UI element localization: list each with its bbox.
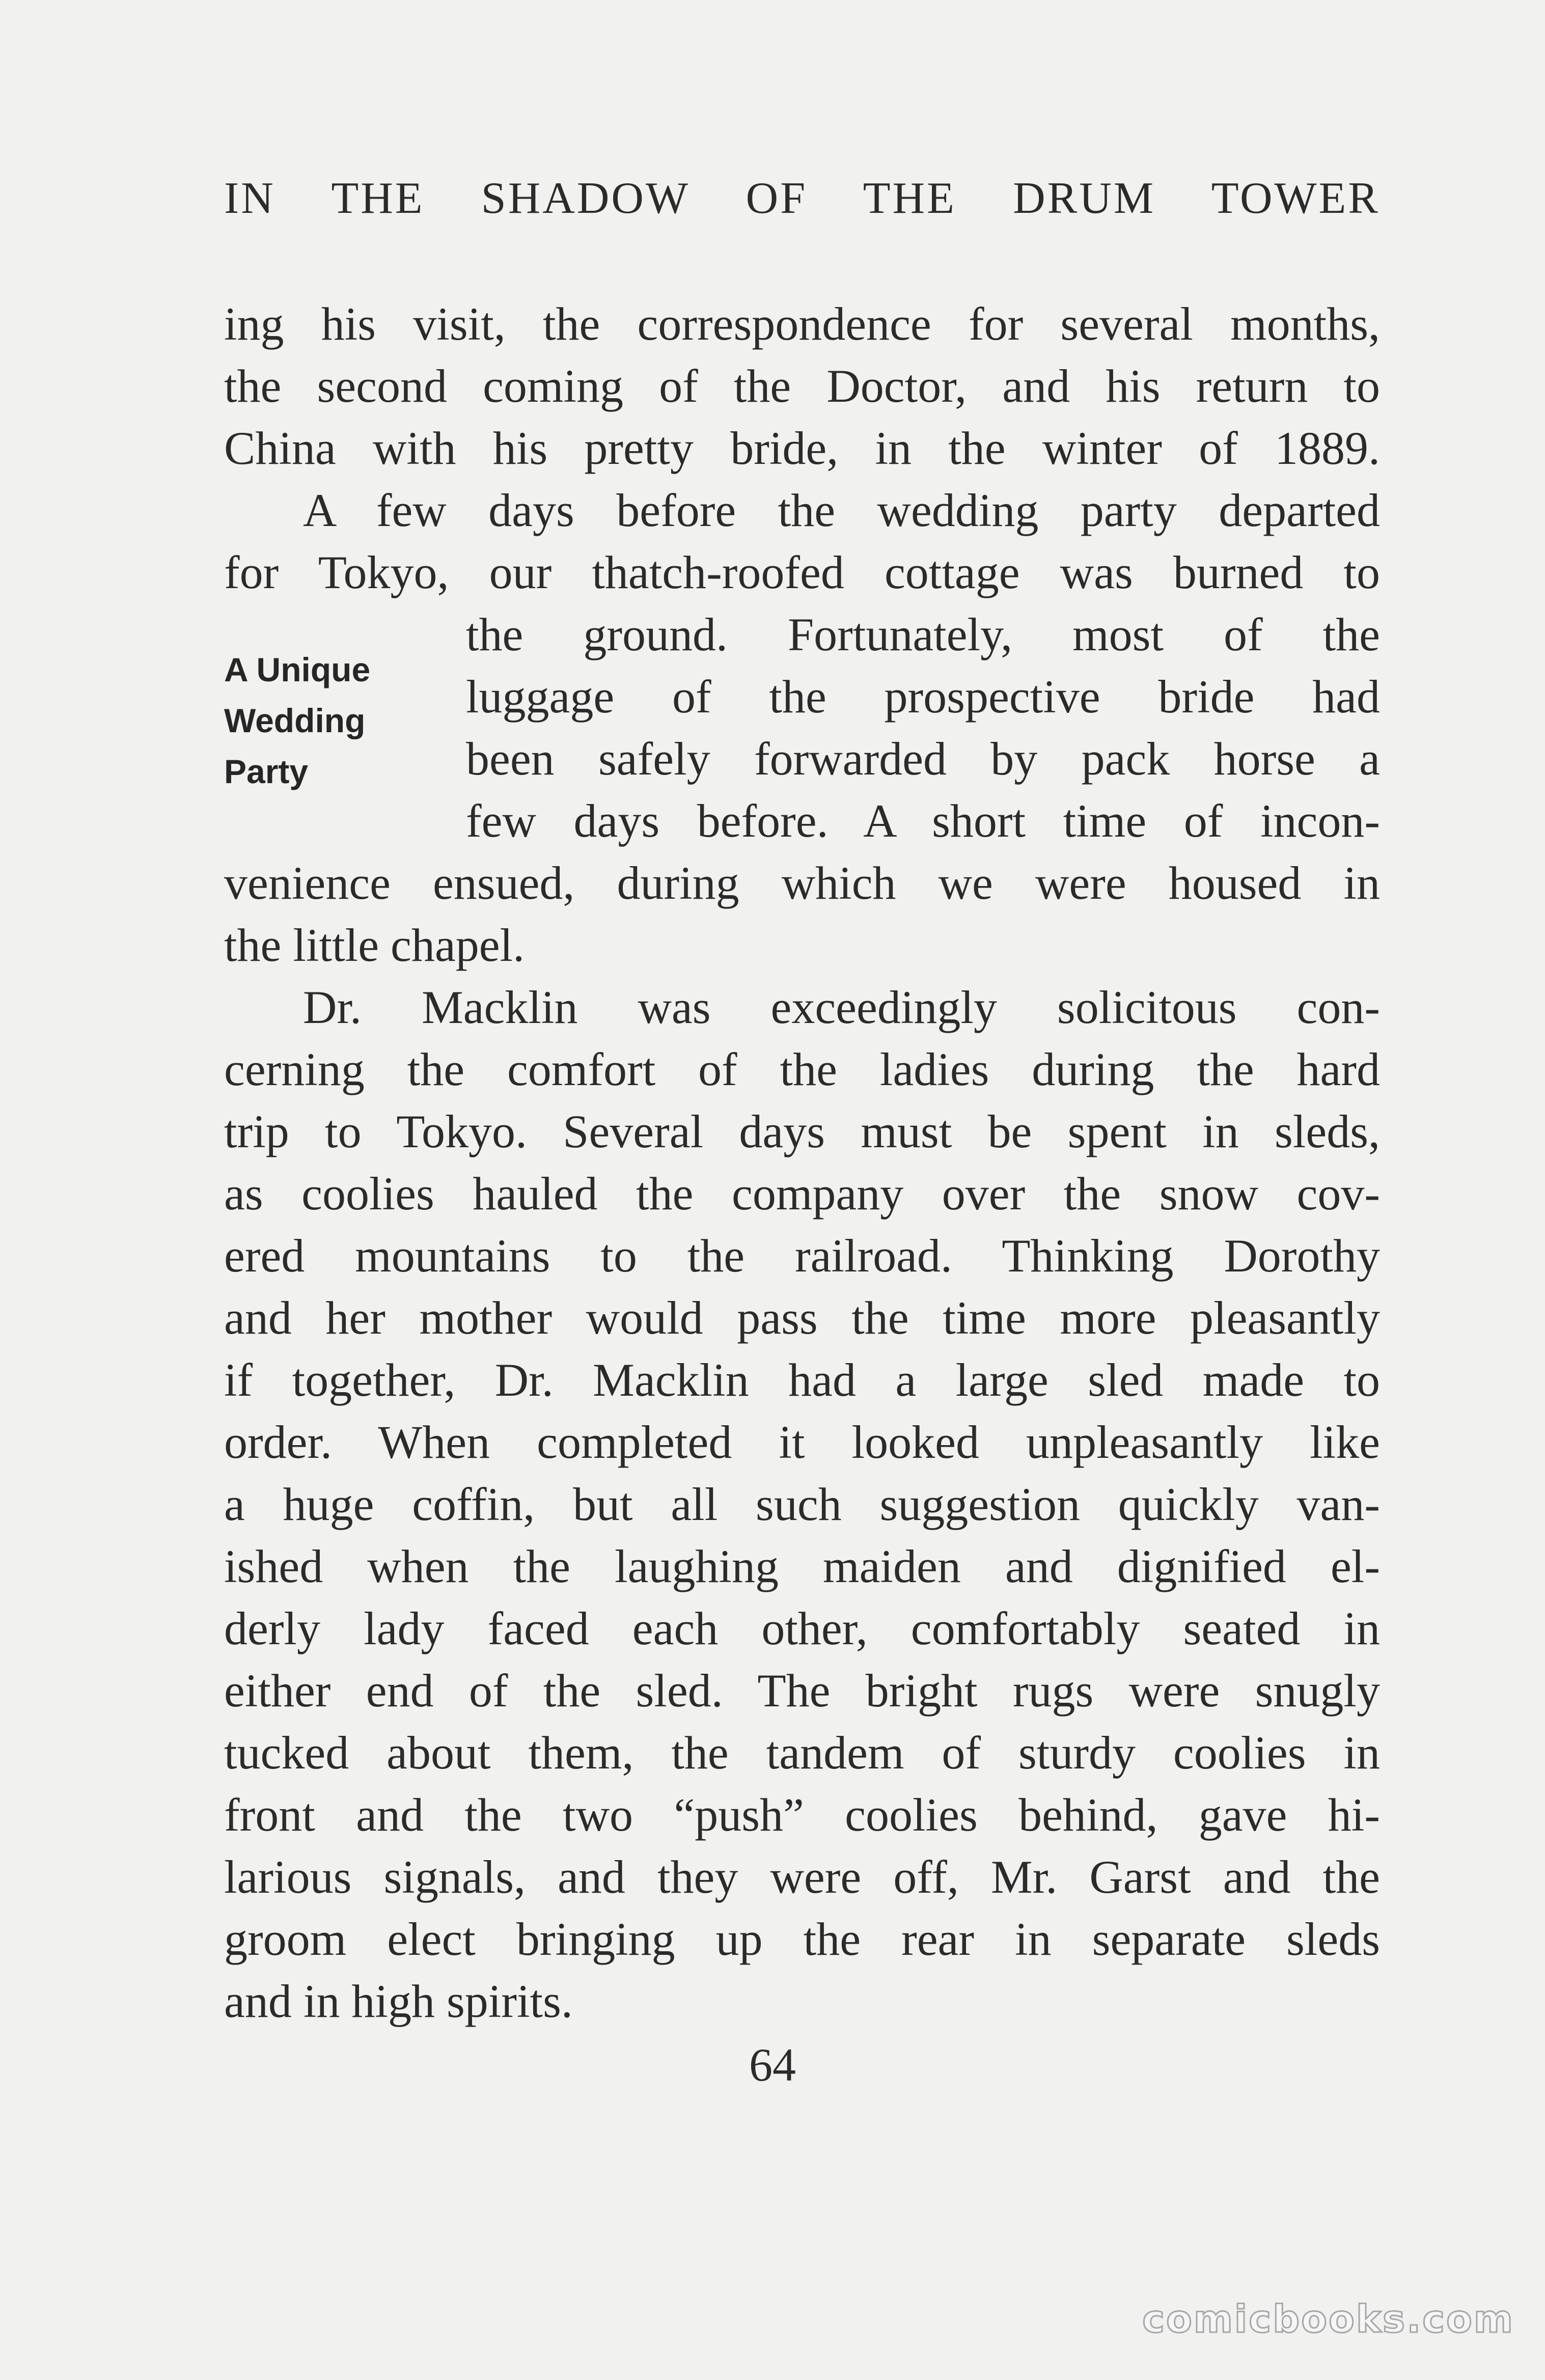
text-line: the ground. Fortunately, most of the — [466, 608, 1380, 660]
sidenote-line: A Unique — [224, 651, 371, 688]
running-head: IN THE SHADOW OF THE DRUM TOWER — [224, 174, 1380, 223]
text-line: order. When completed it looked unpleasantly like — [224, 1416, 1380, 1468]
text-line: larious signals, and they were off, Mr. Garst and the — [224, 1851, 1380, 1903]
text-line: ished when the laughing maiden and dignified el- — [224, 1540, 1380, 1592]
watermark: comicbooks.com — [1142, 2298, 1514, 2341]
text-line: cerning the comfort of the ladies during the hard — [224, 1043, 1380, 1095]
text-line: ing his visit, the correspondence for several months, — [224, 298, 1380, 350]
text-line: front and the two “push” coolies behind, gave hi- — [224, 1789, 1380, 1841]
sidenote-line: Party — [224, 753, 309, 790]
sidenote — [224, 644, 418, 797]
text-line: the little chapel. — [224, 919, 525, 971]
text-line: for Tokyo, our thatch-roofed cottage was burned to — [224, 546, 1380, 598]
text-line: and in high spirits. — [224, 1975, 573, 2027]
text-line: either end of the sled. The bright rugs were snugly — [224, 1665, 1380, 1717]
text-line: and her mother would pass the time more pleasantly — [224, 1292, 1380, 1344]
text-line: as coolies hauled the company over the snow cov- — [224, 1168, 1380, 1220]
text-line: trip to Tokyo. Several days must be spent in sleds, — [224, 1105, 1380, 1157]
text-line: the second coming of the Doctor, and his return to — [224, 360, 1380, 412]
text-line: China with his pretty bride, in the winter of 1889. — [224, 422, 1380, 474]
text-line: Dr. Macklin was exceedingly solicitous con- — [303, 981, 1380, 1033]
page-number: 64 — [749, 2039, 796, 2091]
text-line: A few days before the wedding party departed — [303, 484, 1380, 536]
text-line: venience ensued, during which we were housed in — [224, 857, 1380, 909]
text-line: ered mountains to the railroad. Thinking Dorothy — [224, 1230, 1380, 1282]
text-line: few days before. A short time of incon- — [466, 795, 1380, 847]
text-line: derly lady faced each other, comfortably seated in — [224, 1602, 1380, 1654]
text-line: groom elect bringing up the rear in separate sleds — [224, 1913, 1380, 1965]
text-line: luggage of the prospective bride had — [466, 671, 1380, 723]
text-line: a huge coffin, but all such suggestion quickly van- — [224, 1478, 1380, 1530]
sidenote-line: Wedding — [224, 702, 366, 739]
text-line: tucked about them, the tandem of sturdy coolies in — [224, 1727, 1380, 1779]
text-line: been safely forwarded by pack horse a — [466, 733, 1380, 785]
text-line: if together, Dr. Macklin had a large sled made to — [224, 1354, 1380, 1406]
